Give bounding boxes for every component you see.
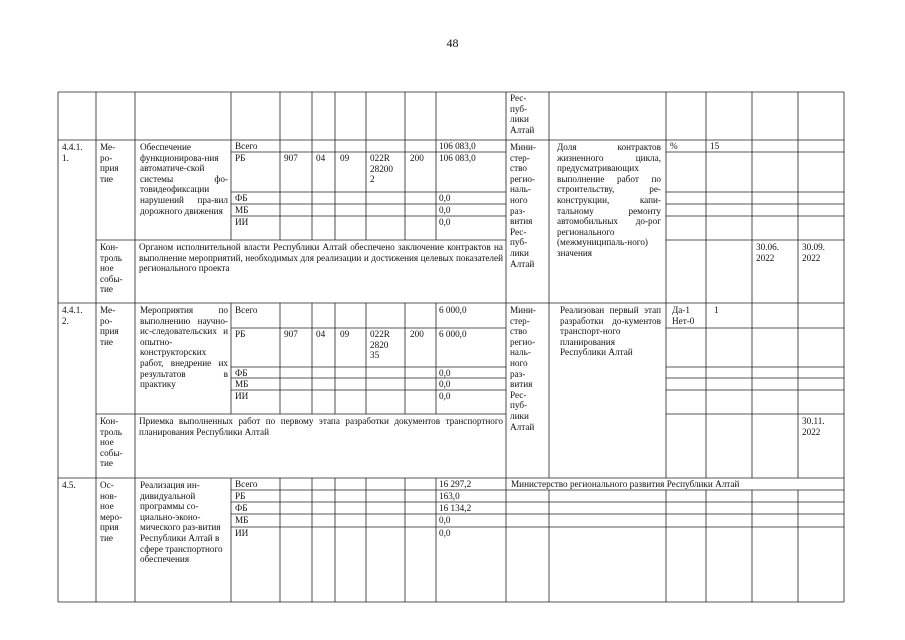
r441-rb-rz: 04 (316, 153, 326, 163)
r45-vsego: Всего (235, 479, 258, 489)
r45-executor: Министерство регионального развития Республики Алтай (511, 479, 740, 489)
r441-ii-sum: 0,0 (439, 217, 451, 227)
r441-value: 15 (710, 141, 720, 151)
r442-mb-sum: 0,0 (439, 379, 451, 389)
r45-fb: ФБ (235, 503, 248, 513)
r45-code: 4.5. (62, 480, 76, 490)
r442-indicator: Реализован первый этап разработки до-кументов транспорт-ного планирования Республики Алтай (560, 305, 661, 358)
r441-code: 4.4.1. 1. (62, 142, 83, 163)
r442-rb-csr: 022R 2820 35 (370, 329, 390, 361)
r442-vsego-sum: 6 000,0 (439, 305, 467, 315)
r441-event-text: Органом исполнительной власти Республики Алтай обеспечено заключение контрактов на выполнение мероприятий, необходимых для реализации и достижения целевых показателей регионального проекта (139, 242, 503, 274)
r45-type: Ос- нов- ное меро- прия тие (100, 480, 123, 543)
r441-type: Ме- ро- прия тие (100, 142, 119, 184)
r442-executor: Мини- стер- ство регио- наль- ного раз- вития Рес- пуб- лики Алтай (510, 305, 536, 432)
r442-rb-grbs: 907 (284, 329, 298, 339)
r441-rb-csr: 022R 28200 2 (370, 153, 393, 185)
r442-name: Мероприятия по выполнению научно-ис-следовательских и опытно-конструкторских работ, внедрение их результатов в практику (140, 305, 228, 390)
r442-ii-sum: 0,0 (439, 391, 451, 401)
r45-name: Реализация ин-дивидуальной программы со-циально-эконо-мического раз-вития Республики Алтай в сфере транспортного обеспечения (140, 480, 223, 565)
page-number: 48 (446, 36, 459, 50)
r442-mb: МБ (235, 379, 249, 389)
r442-event-type: Кон- троль ное собы- тие (100, 416, 123, 469)
r441-rb-sum: 106 083,0 (439, 153, 476, 163)
r441-rb-grbs: 907 (284, 153, 298, 163)
r442-rb-rz: 04 (316, 329, 326, 339)
r45-fb-sum: 16 134,2 (439, 503, 472, 513)
r441-fb: ФБ (235, 193, 248, 203)
r441-rb: РБ (235, 153, 246, 163)
r45-mb: МБ (235, 515, 249, 525)
r442-rb-pr: 09 (340, 329, 350, 339)
r45-ii: ИИ (235, 528, 249, 538)
r442-ii: ИИ (235, 391, 249, 401)
r441-fb-sum: 0,0 (439, 193, 451, 203)
r442-rb: РБ (235, 329, 246, 339)
r45-ii-sum: 0,0 (439, 528, 451, 538)
r441-name: Обеспечение функционирова-ния автоматиче-ской системы фо-товидеофиксации нарушений пра-вил дорожного движения (140, 142, 228, 216)
r441-mb: МБ (235, 205, 249, 215)
r442-unit: Да-1 Нет-0 (672, 305, 695, 326)
r441-event-type: Кон- троль ное собы- тие (100, 242, 123, 295)
r441-ii: ИИ (235, 217, 249, 227)
r45-rb: РБ (235, 491, 246, 501)
r442-date2: 30.11. 2022 (802, 416, 825, 437)
r441-vsego: Всего (235, 141, 258, 151)
r45-mb-sum: 0,0 (439, 515, 451, 525)
r442-rb-vr: 200 (410, 329, 424, 339)
r442-event-text: Приемка выполненных работ по первому этапа разработки документов транспортного планирования Республики Алтай (139, 416, 503, 437)
r441-rb-pr: 09 (340, 153, 350, 163)
r441-indicator: Доля контрактов жизненного цикла, предусматривающих выполнение работ по строительству, ре-конструкции, капи-тальному ремонту автомобильных до-рог регионального (межмуниципаль-ного) значения (557, 142, 661, 258)
r441-vsego-sum: 106 083,0 (439, 141, 476, 151)
r441-date1: 30.06. 2022 (756, 242, 779, 263)
r45-vsego-sum: 16 297,2 (439, 479, 472, 489)
top-executor: Рес- пуб- лики Алтай (510, 93, 535, 135)
r441-rb-vr: 200 (410, 153, 424, 163)
r441-date2: 30.09. 2022 (802, 242, 825, 263)
r45-rb-sum: 163,0 (439, 491, 460, 501)
r441-unit: % (670, 141, 678, 151)
r441-mb-sum: 0,0 (439, 205, 451, 215)
r442-fb: ФБ (235, 368, 248, 378)
r442-vsego: Всего (235, 305, 258, 315)
r442-type: Ме- ро- прия тие (100, 305, 119, 347)
r442-value: 1 (714, 305, 719, 315)
r442-rb-sum: 6 000,0 (439, 329, 467, 339)
r441-executor: Мини- стер- ство регио- наль- ного раз- вития Рес- пуб- лики Алтай (510, 142, 536, 269)
r442-fb-sum: 0,0 (439, 368, 451, 378)
r442-code: 4.4.1. 2. (62, 305, 83, 326)
